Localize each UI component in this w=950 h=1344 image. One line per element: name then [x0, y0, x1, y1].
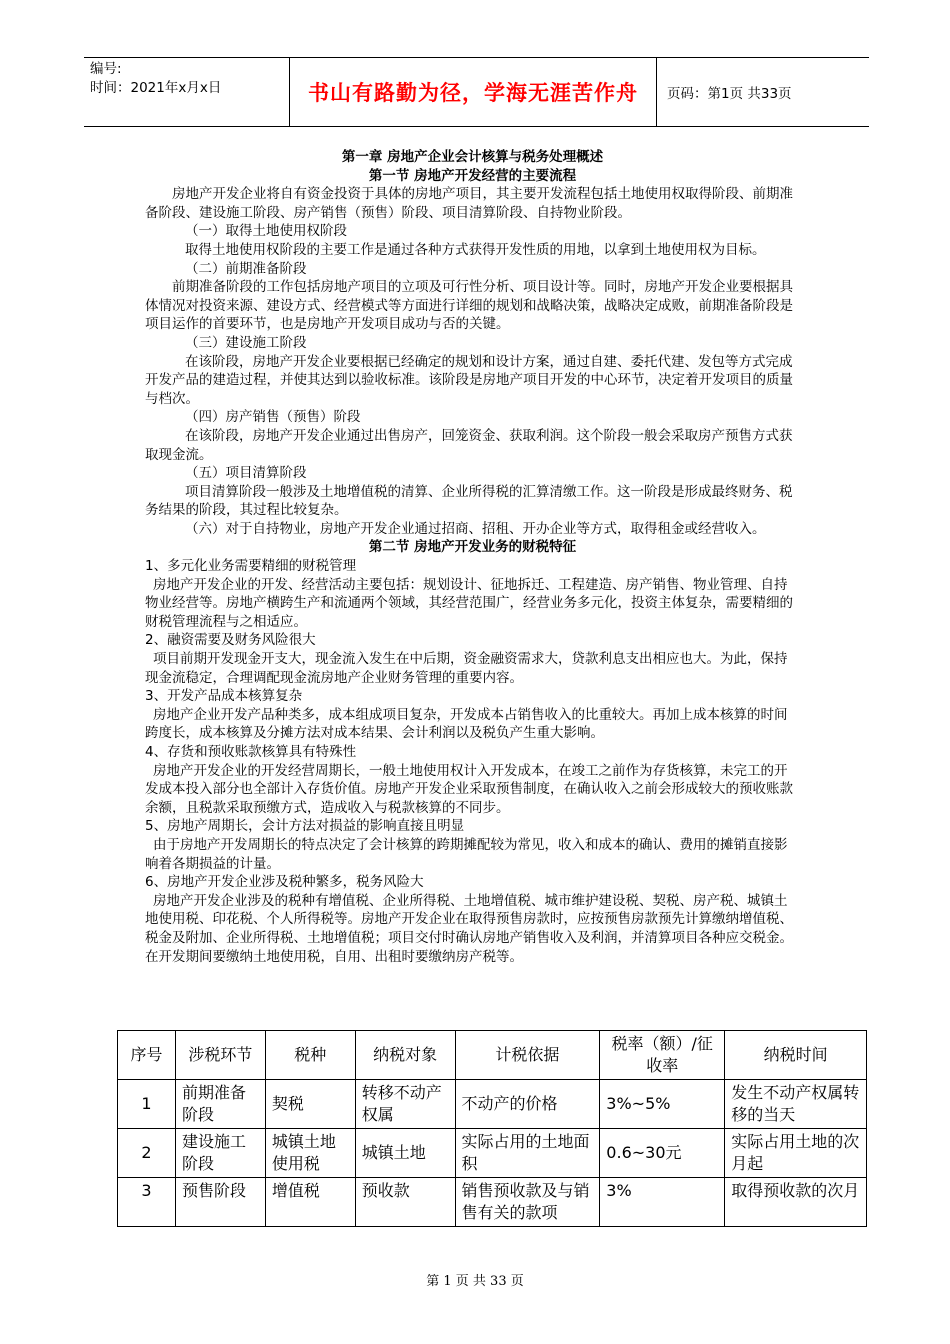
feature3-heading: 3、开发产品成本核算复杂	[145, 688, 303, 705]
feature5-heading: 5、房地产周期长，会计方法对损益的影响直接且明显	[145, 818, 465, 835]
feature6-paragraph: 房地产开发企业涉及的税种有增值税、企业所得税、土地增值税、城市维护建设税、契税、房产税、城镇土地使用税、印花税、个人所得税等。房地产开发企业在取得预售房款时，应按预售房款预先计算缴纳增值税、税金及附加、企业所得税、土地增值税；项目交付时确认房地产销售收入及利润，并清算项目各种应交税金。在开发期间要缴纳土地使用税，自用、出租时要缴纳房产税等。	[145, 892, 793, 965]
table-cell: 1	[118, 1080, 176, 1129]
stage1-heading: （一）取得土地使用权阶段	[185, 223, 347, 240]
table-cell: 增值税	[265, 1178, 355, 1227]
feature4-heading: 4、存货和预收账款核算具有特殊性	[145, 744, 357, 760]
feature1-paragraph: 房地产开发企业的开发、经营活动主要包括：规划设计、征地拆迁、工程建造、房产销售、物业管理、自持物业经营等。房地产横跨生产和流通两个领域，其经营范围广，经营业务多元化，投资主体复杂，需要精细的财税管理流程与之相适应。	[145, 576, 793, 630]
table-row	[118, 1080, 867, 1129]
intro-paragraph: 房地产开发企业将自有资金投资于具体的房地产项目，其主要开发流程包括土地使用权取得阶段、前期准备阶段、建设施工阶段、房产销售（预售）阶段、项目清算阶段、自持物业阶段。	[145, 186, 793, 221]
feature5-paragraph: 由于房地产开发周期长的特点决定了会计核算的跨期摊配较为常见，收入和成本的确认、费用的摊销直接影响着各期损益的计量。	[145, 836, 788, 872]
stage4-heading: （四）房产销售（预售）阶段	[185, 409, 361, 426]
table-cell: 城镇土地使用税	[265, 1129, 355, 1178]
feature1-heading: 1、多元化业务需要精细的财税管理	[145, 558, 357, 575]
table-cell: 前期准备阶段	[175, 1080, 265, 1129]
table-header-row	[118, 1031, 867, 1080]
table-cell: 3%~5%	[600, 1080, 725, 1129]
table-cell: 转移不动产权属	[355, 1080, 455, 1129]
column-header: 纳税时间	[725, 1031, 867, 1080]
table-cell: 2	[118, 1129, 176, 1178]
feature4-paragraph: 房地产开发企业的开发经营周期长，一般土地使用权计入开发成本，在竣工之前作为存货核算，未完工的开发成本投入部分也全部计入存货价值。房地产开发企业采取预售制度，在确认收入之前会形成较大的预收账款余额，且税款采取预缴方式，造成收入与税款核算的不同步。	[145, 762, 793, 816]
table-cell: 0.6~30元	[600, 1129, 725, 1178]
table-cell: 建设施工阶段	[175, 1129, 265, 1178]
column-header: 计税依据	[455, 1031, 600, 1080]
section2-title: 第二节 房地产开发业务的财税特征	[368, 539, 577, 556]
feature6-heading: 6、房地产开发企业涉及税种繁多，税务风险大	[145, 874, 424, 891]
header-page-info: 页码：第1页 共33页	[667, 86, 792, 102]
header-motto: 书山有路勤为径，学海无涯苦作舟	[289, 58, 657, 126]
table-cell: 发生不动产权属转移的当天	[725, 1080, 867, 1129]
column-header: 税率（额）/征收率	[600, 1031, 725, 1080]
stage3-paragraph: 在该阶段，房地产开发企业要根据已经确定的规划和设计方案，通过自建、委托代建、发包等方式完成开发产品的建造过程，并使其达到以验收标准。该阶段是房地产项目开发的中心环节，决定着开发项目的质量与档次。	[145, 353, 793, 407]
column-header: 税种	[265, 1031, 355, 1080]
column-header: 序号	[118, 1031, 176, 1080]
feature2-heading: 2、融资需要及财务风险很大	[145, 632, 316, 649]
feature3-paragraph: 房地产企业开发产品种类多，成本组成项目复杂，开发成本占销售收入的比重较大。再加上成本核算的时间跨度长，成本核算及分摊方法对成本结果、会计利润以及税负产生重大影响。	[145, 706, 788, 742]
section1-title: 第一节 房地产开发经营的主要流程	[368, 167, 577, 184]
stage3-heading: （三）建设施工阶段	[185, 334, 307, 351]
tax-table	[117, 1030, 867, 1227]
table-cell: 不动产的价格	[455, 1080, 600, 1129]
table-cell: 取得预收款的次月	[725, 1178, 867, 1227]
table-cell: 实际占用土地的次月起	[725, 1129, 867, 1178]
table-cell: 契税	[265, 1080, 355, 1129]
stage2-heading: （二）前期准备阶段	[185, 260, 307, 277]
stage5-paragraph: 项目清算阶段一般涉及土地增值税的清算、企业所得税的汇算清缴工作。这一阶段是形成最终财务、税务结果的阶段，其过程比较复杂。	[145, 483, 793, 519]
chapter-title: 第一章 房地产企业会计核算与税务处理概述	[341, 149, 604, 165]
table-row	[118, 1129, 867, 1178]
time-label: 时间：2021年x月x日	[90, 80, 222, 96]
stage2-paragraph: 前期准备阶段的工作包括房地产项目的立项及可行性分析、项目设计等。同时，房地产开发企业要根据具体情况对投资来源、建设方式、经营模式等方面进行详细的规划和战略决策，战略决定成败，前期准备阶段是项目运作的首要环节，也是房地产开发项目成功与否的关键。	[145, 279, 793, 333]
stage5-heading: （五）项目清算阶段	[185, 465, 307, 482]
feature2-paragraph: 项目前期开发现金开支大，现金流入发生在中后期，资金融资需求大，贷款利息支出相应也大。为此，保持现金流稳定，合理调配现金流房地产企业财务管理的重要内容。	[145, 651, 788, 686]
document-body	[145, 148, 800, 966]
table-cell: 3%	[600, 1178, 725, 1227]
header-meta	[84, 58, 289, 126]
stage1-paragraph: 取得土地使用权阶段的主要工作是通过各种方式获得开发性质的用地，以拿到土地使用权为目标。	[185, 241, 766, 258]
page-header	[84, 57, 869, 127]
table-cell: 城镇土地	[355, 1129, 455, 1178]
column-header: 纳税对象	[355, 1031, 455, 1080]
table-cell: 销售预收款及与销售有关的款项	[455, 1178, 600, 1227]
stage6-paragraph: （六）对于自持物业，房地产开发企业通过招商、招租、开办企业等方式，取得租金或经营收入。	[185, 520, 766, 537]
stage4-paragraph: 在该阶段，房地产开发企业通过出售房产，回笼资金、获取利润。这个阶段一般会采取房产预售方式获取现金流。	[145, 427, 793, 463]
table-cell: 预收款	[355, 1178, 455, 1227]
table-cell: 3	[118, 1178, 176, 1227]
column-header: 涉税环节	[175, 1031, 265, 1080]
table-cell: 预售阶段	[175, 1178, 265, 1227]
serial-label: 编号:	[90, 61, 122, 77]
table-row	[118, 1178, 867, 1227]
page-footer: 第 1 页 共 33 页	[426, 1274, 524, 1289]
table-cell: 实际占用的土地面积	[455, 1129, 600, 1178]
